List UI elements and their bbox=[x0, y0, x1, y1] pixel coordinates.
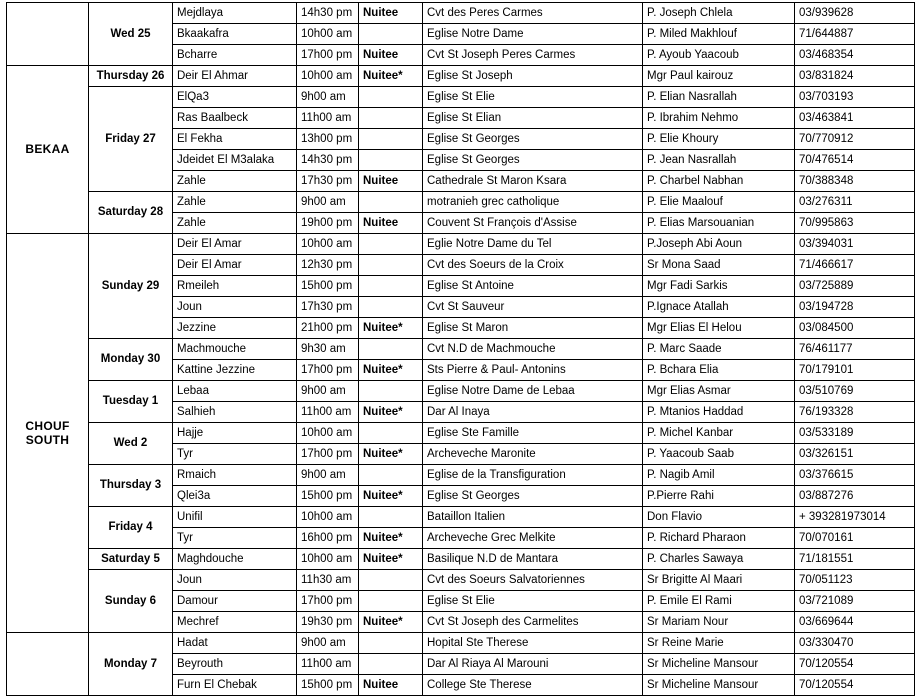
day-cell: Monday 7 bbox=[89, 633, 173, 696]
nuitee-cell bbox=[359, 24, 423, 45]
day-cell: Thursday 26 bbox=[89, 66, 173, 87]
phone-cell: 71/644887 bbox=[795, 24, 915, 45]
phone-cell: 03/669644 bbox=[795, 612, 915, 633]
nuitee-cell: Nuitee* bbox=[359, 66, 423, 87]
church-cell: Cvt des Peres Carmes bbox=[423, 3, 643, 24]
table-row bbox=[7, 570, 915, 591]
church-cell: Cvt St Joseph Peres Carmes bbox=[423, 45, 643, 66]
church-cell: Cathedrale St Maron Ksara bbox=[423, 171, 643, 192]
person-cell: P. Elian Nasrallah bbox=[643, 87, 795, 108]
church-cell: Eglise Notre Dame bbox=[423, 24, 643, 45]
place-cell: Hajje bbox=[173, 423, 297, 444]
church-cell: Cvt St Sauveur bbox=[423, 297, 643, 318]
nuitee-cell bbox=[359, 591, 423, 612]
nuitee-cell bbox=[359, 150, 423, 171]
table-row bbox=[7, 507, 915, 528]
person-cell: P. Mtanios Haddad bbox=[643, 402, 795, 423]
place-cell: Mechref bbox=[173, 612, 297, 633]
nuitee-cell bbox=[359, 192, 423, 213]
time-cell: 9h00 am bbox=[297, 465, 359, 486]
person-cell: Sr Micheline Mansour bbox=[643, 675, 795, 696]
nuitee-cell bbox=[359, 633, 423, 654]
time-cell: 9h00 am bbox=[297, 87, 359, 108]
phone-cell: 03/276311 bbox=[795, 192, 915, 213]
place-cell: Lebaa bbox=[173, 381, 297, 402]
place-cell: Beyrouth bbox=[173, 654, 297, 675]
time-cell: 10h00 am bbox=[297, 234, 359, 255]
region-cell: CHOUF SOUTH bbox=[7, 234, 89, 633]
time-cell: 21h00 pm bbox=[297, 318, 359, 339]
time-cell: 10h00 am bbox=[297, 507, 359, 528]
time-cell: 11h00 am bbox=[297, 654, 359, 675]
nuitee-cell bbox=[359, 570, 423, 591]
place-cell: Ras Baalbeck bbox=[173, 108, 297, 129]
nuitee-cell: Nuitee bbox=[359, 675, 423, 696]
place-cell: Deir El Ahmar bbox=[173, 66, 297, 87]
phone-cell: 70/051123 bbox=[795, 570, 915, 591]
phone-cell: 03/510769 bbox=[795, 381, 915, 402]
place-cell: Deir El Amar bbox=[173, 255, 297, 276]
phone-cell: 03/463841 bbox=[795, 108, 915, 129]
table-row bbox=[7, 465, 915, 486]
person-cell: P. Jean Nasrallah bbox=[643, 150, 795, 171]
time-cell: 10h00 am bbox=[297, 24, 359, 45]
person-cell: Sr Reine Marie bbox=[643, 633, 795, 654]
church-cell: Eglise St Antoine bbox=[423, 276, 643, 297]
church-cell: Hopital Ste Therese bbox=[423, 633, 643, 654]
time-cell: 14h30 pm bbox=[297, 3, 359, 24]
phone-cell: 03/394031 bbox=[795, 234, 915, 255]
person-cell: P. Marc Saade bbox=[643, 339, 795, 360]
church-cell: Cvt St Joseph des Carmelites bbox=[423, 612, 643, 633]
church-cell: Bataillon Italien bbox=[423, 507, 643, 528]
place-cell: Rmeileh bbox=[173, 276, 297, 297]
nuitee-cell: Nuitee* bbox=[359, 402, 423, 423]
time-cell: 9h30 am bbox=[297, 339, 359, 360]
time-cell: 11h30 am bbox=[297, 570, 359, 591]
place-cell: Unifil bbox=[173, 507, 297, 528]
place-cell: Bkaakafra bbox=[173, 24, 297, 45]
person-cell: Mgr Elias El Helou bbox=[643, 318, 795, 339]
nuitee-cell bbox=[359, 108, 423, 129]
time-cell: 9h00 am bbox=[297, 633, 359, 654]
person-cell: Mgr Fadi Sarkis bbox=[643, 276, 795, 297]
schedule-table-body bbox=[7, 3, 915, 696]
time-cell: 19h00 pm bbox=[297, 213, 359, 234]
time-cell: 15h00 pm bbox=[297, 276, 359, 297]
day-cell: Tuesday 1 bbox=[89, 381, 173, 423]
place-cell: Bcharre bbox=[173, 45, 297, 66]
person-cell: P. Richard Pharaon bbox=[643, 528, 795, 549]
time-cell: 10h00 am bbox=[297, 66, 359, 87]
day-cell: Friday 4 bbox=[89, 507, 173, 549]
person-cell: P.Joseph Abi Aoun bbox=[643, 234, 795, 255]
phone-cell: 76/193328 bbox=[795, 402, 915, 423]
church-cell: Eglise Ste Famille bbox=[423, 423, 643, 444]
phone-cell: 70/995863 bbox=[795, 213, 915, 234]
nuitee-cell: Nuitee* bbox=[359, 360, 423, 381]
place-cell: El Fekha bbox=[173, 129, 297, 150]
church-cell: Eglise St Maron bbox=[423, 318, 643, 339]
church-cell: Dar Al Inaya bbox=[423, 402, 643, 423]
region-cell bbox=[7, 3, 89, 66]
phone-cell: 71/466617 bbox=[795, 255, 915, 276]
nuitee-cell: Nuitee bbox=[359, 3, 423, 24]
time-cell: 9h00 am bbox=[297, 192, 359, 213]
church-cell: Cvt des Soeurs Salvatoriennes bbox=[423, 570, 643, 591]
phone-cell: 70/179101 bbox=[795, 360, 915, 381]
phone-cell: 70/770912 bbox=[795, 129, 915, 150]
time-cell: 15h00 pm bbox=[297, 675, 359, 696]
place-cell: Jdeidet El M3alaka bbox=[173, 150, 297, 171]
person-cell: P. Elie Maalouf bbox=[643, 192, 795, 213]
person-cell: Sr Mona Saad bbox=[643, 255, 795, 276]
day-cell: Wed 25 bbox=[89, 3, 173, 66]
nuitee-cell: Nuitee bbox=[359, 171, 423, 192]
person-cell: Mgr Elias Asmar bbox=[643, 381, 795, 402]
phone-cell: 03/326151 bbox=[795, 444, 915, 465]
table-row bbox=[7, 423, 915, 444]
person-cell: P. Joseph Chlela bbox=[643, 3, 795, 24]
church-cell: Archeveche Grec Melkite bbox=[423, 528, 643, 549]
place-cell: Joun bbox=[173, 297, 297, 318]
church-cell: Eglie Notre Dame du Tel bbox=[423, 234, 643, 255]
person-cell: P. Yaacoub Saab bbox=[643, 444, 795, 465]
person-cell: P. Elias Marsouanian bbox=[643, 213, 795, 234]
time-cell: 15h00 pm bbox=[297, 486, 359, 507]
day-cell: Monday 30 bbox=[89, 339, 173, 381]
phone-cell: 03/084500 bbox=[795, 318, 915, 339]
time-cell: 17h00 pm bbox=[297, 45, 359, 66]
person-cell: Don Flavio bbox=[643, 507, 795, 528]
place-cell: Zahle bbox=[173, 171, 297, 192]
place-cell: Rmaich bbox=[173, 465, 297, 486]
church-cell: Couvent St François d'Assise bbox=[423, 213, 643, 234]
place-cell: Mejdlaya bbox=[173, 3, 297, 24]
time-cell: 17h00 pm bbox=[297, 444, 359, 465]
time-cell: 11h00 am bbox=[297, 108, 359, 129]
nuitee-cell bbox=[359, 255, 423, 276]
church-cell: Sts Pierre & Paul- Antonins bbox=[423, 360, 643, 381]
place-cell: Zahle bbox=[173, 213, 297, 234]
person-cell: P. Ayoub Yaacoub bbox=[643, 45, 795, 66]
person-cell: P. Michel Kanbar bbox=[643, 423, 795, 444]
phone-cell: 03/831824 bbox=[795, 66, 915, 87]
place-cell: Machmouche bbox=[173, 339, 297, 360]
day-cell: Saturday 28 bbox=[89, 192, 173, 234]
person-cell: P. Nagib Amil bbox=[643, 465, 795, 486]
nuitee-cell bbox=[359, 465, 423, 486]
day-cell: Friday 27 bbox=[89, 87, 173, 192]
place-cell: Tyr bbox=[173, 528, 297, 549]
place-cell: Hadat bbox=[173, 633, 297, 654]
place-cell: Salhieh bbox=[173, 402, 297, 423]
region-cell: BEKAA bbox=[7, 66, 89, 234]
phone-cell: 70/070161 bbox=[795, 528, 915, 549]
person-cell: Sr Micheline Mansour bbox=[643, 654, 795, 675]
time-cell: 17h00 pm bbox=[297, 360, 359, 381]
church-cell: College Ste Therese bbox=[423, 675, 643, 696]
place-cell: Joun bbox=[173, 570, 297, 591]
person-cell: P. Elie Khoury bbox=[643, 129, 795, 150]
church-cell: Eglise St Elie bbox=[423, 87, 643, 108]
table-row bbox=[7, 633, 915, 654]
phone-cell: 70/476514 bbox=[795, 150, 915, 171]
place-cell: Damour bbox=[173, 591, 297, 612]
phone-cell: 03/468354 bbox=[795, 45, 915, 66]
table-row bbox=[7, 549, 915, 570]
church-cell: Eglise Notre Dame de Lebaa bbox=[423, 381, 643, 402]
nuitee-cell: Nuitee bbox=[359, 213, 423, 234]
phone-cell: 03/725889 bbox=[795, 276, 915, 297]
church-cell: Eglise St Elie bbox=[423, 591, 643, 612]
table-row bbox=[7, 381, 915, 402]
church-cell: Archeveche Maronite bbox=[423, 444, 643, 465]
place-cell: Jezzine bbox=[173, 318, 297, 339]
place-cell: Furn El Chebak bbox=[173, 675, 297, 696]
phone-cell: 03/939628 bbox=[795, 3, 915, 24]
person-cell: P. Emile El Rami bbox=[643, 591, 795, 612]
person-cell: P. Charles Sawaya bbox=[643, 549, 795, 570]
place-cell: ElQa3 bbox=[173, 87, 297, 108]
place-cell: Kattine Jezzine bbox=[173, 360, 297, 381]
church-cell: Basilique N.D de Mantara bbox=[423, 549, 643, 570]
phone-cell: + 393281973014 bbox=[795, 507, 915, 528]
nuitee-cell bbox=[359, 129, 423, 150]
nuitee-cell bbox=[359, 654, 423, 675]
nuitee-cell bbox=[359, 423, 423, 444]
person-cell: P. Bchara Elia bbox=[643, 360, 795, 381]
phone-cell: 76/461177 bbox=[795, 339, 915, 360]
nuitee-cell: Nuitee bbox=[359, 45, 423, 66]
phone-cell: 03/533189 bbox=[795, 423, 915, 444]
phone-cell: 03/721089 bbox=[795, 591, 915, 612]
nuitee-cell: Nuitee* bbox=[359, 549, 423, 570]
time-cell: 12h30 pm bbox=[297, 255, 359, 276]
nuitee-cell bbox=[359, 234, 423, 255]
day-cell: Saturday 5 bbox=[89, 549, 173, 570]
church-cell: Cvt N.D de Machmouche bbox=[423, 339, 643, 360]
phone-cell: 70/120554 bbox=[795, 654, 915, 675]
nuitee-cell: Nuitee* bbox=[359, 486, 423, 507]
time-cell: 16h00 pm bbox=[297, 528, 359, 549]
church-cell: motranieh grec catholique bbox=[423, 192, 643, 213]
time-cell: 17h00 pm bbox=[297, 591, 359, 612]
phone-cell: 03/887276 bbox=[795, 486, 915, 507]
place-cell: Zahle bbox=[173, 192, 297, 213]
person-cell: P. Miled Makhlouf bbox=[643, 24, 795, 45]
schedule-table bbox=[6, 2, 915, 696]
time-cell: 13h00 pm bbox=[297, 129, 359, 150]
person-cell: Sr Mariam Nour bbox=[643, 612, 795, 633]
phone-cell: 03/330470 bbox=[795, 633, 915, 654]
region-cell bbox=[7, 633, 89, 696]
time-cell: 17h30 pm bbox=[297, 297, 359, 318]
place-cell: Deir El Amar bbox=[173, 234, 297, 255]
phone-cell: 03/376615 bbox=[795, 465, 915, 486]
nuitee-cell: Nuitee* bbox=[359, 318, 423, 339]
day-cell: Sunday 29 bbox=[89, 234, 173, 339]
table-row bbox=[7, 234, 915, 255]
time-cell: 14h30 pm bbox=[297, 150, 359, 171]
church-cell: Eglise St Georges bbox=[423, 486, 643, 507]
phone-cell: 03/703193 bbox=[795, 87, 915, 108]
nuitee-cell bbox=[359, 87, 423, 108]
document-sheet bbox=[0, 2, 920, 691]
nuitee-cell bbox=[359, 339, 423, 360]
person-cell: Mgr Paul kairouz bbox=[643, 66, 795, 87]
place-cell: Maghdouche bbox=[173, 549, 297, 570]
nuitee-cell: Nuitee* bbox=[359, 612, 423, 633]
church-cell: Eglise St Georges bbox=[423, 129, 643, 150]
table-row bbox=[7, 192, 915, 213]
church-cell: Eglise St Elian bbox=[423, 108, 643, 129]
person-cell: Sr Brigitte Al Maari bbox=[643, 570, 795, 591]
church-cell: Eglise St Joseph bbox=[423, 66, 643, 87]
time-cell: 11h00 am bbox=[297, 402, 359, 423]
person-cell: P.Ignace Atallah bbox=[643, 297, 795, 318]
place-cell: Tyr bbox=[173, 444, 297, 465]
time-cell: 19h30 pm bbox=[297, 612, 359, 633]
church-cell: Eglise de la Transfiguration bbox=[423, 465, 643, 486]
nuitee-cell: Nuitee* bbox=[359, 444, 423, 465]
person-cell: P. Ibrahim Nehmo bbox=[643, 108, 795, 129]
church-cell: Eglise St Georges bbox=[423, 150, 643, 171]
place-cell: Qlei3a bbox=[173, 486, 297, 507]
day-cell: Wed 2 bbox=[89, 423, 173, 465]
table-row bbox=[7, 87, 915, 108]
nuitee-cell bbox=[359, 507, 423, 528]
nuitee-cell bbox=[359, 381, 423, 402]
nuitee-cell bbox=[359, 276, 423, 297]
time-cell: 9h00 am bbox=[297, 381, 359, 402]
nuitee-cell: Nuitee* bbox=[359, 528, 423, 549]
table-row bbox=[7, 66, 915, 87]
phone-cell: 70/388348 bbox=[795, 171, 915, 192]
table-row bbox=[7, 339, 915, 360]
phone-cell: 03/194728 bbox=[795, 297, 915, 318]
person-cell: P. Charbel Nabhan bbox=[643, 171, 795, 192]
phone-cell: 70/120554 bbox=[795, 675, 915, 696]
table-row bbox=[7, 3, 915, 24]
person-cell: P.Pierre Rahi bbox=[643, 486, 795, 507]
day-cell: Thursday 3 bbox=[89, 465, 173, 507]
time-cell: 10h00 am bbox=[297, 423, 359, 444]
phone-cell: 71/181551 bbox=[795, 549, 915, 570]
church-cell: Cvt des Soeurs de la Croix bbox=[423, 255, 643, 276]
time-cell: 17h30 pm bbox=[297, 171, 359, 192]
time-cell: 10h00 am bbox=[297, 549, 359, 570]
church-cell: Dar Al Riaya Al Marouni bbox=[423, 654, 643, 675]
nuitee-cell bbox=[359, 297, 423, 318]
day-cell: Sunday 6 bbox=[89, 570, 173, 633]
